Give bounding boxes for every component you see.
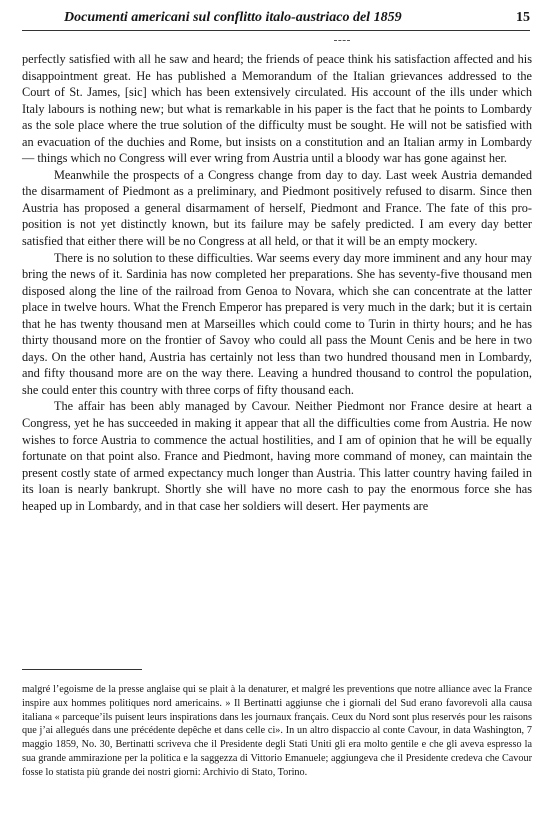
- main-text: [22, 51, 532, 514]
- footnote: [22, 683, 532, 780]
- paragraph: The affair has been ably managed by Cavour. Neither Piedmont nor France desire at heart a Congress, yet he has succeeded in making it appear that all the difficulties come from Austria. He now wishes to force Austria to commence the actual hostilities, and I am of opinion that he will be equally fortunate on that point also. France and Piedmont, having more command of money, can maintain the present costly state of armed expectancy much longer than Austria. This latter country having failed in its loan is nearly bankrupt. Shortly she will have no more cash to pay the enormous force she has heaped up in Lombardy, and in that case her soldiers will desert. Her payments are: [22, 399, 532, 513]
- footnote-rule: [22, 669, 142, 670]
- paragraph: There is no solution to these difficulties. War seems every day more imminent and any hour may bring the news of it. Sardinia has now completed her preparations. She has seventy-five thousand men disposed along the line of the railroad from Genoa to Novara, which she can concentrate at the latter place in twelve hours. What the French Emperor has prepared is very much in the dark; but it is certain that he has twenty thousand men at Marseilles which could come to Turin in thirty hours; and he has thirty thousand more on the frontier of Savoy who could all pass the Mount Cenis and be here in two days. On the other hand, Austria has certainly not less than two hundred thousand men in Lombardy, and fifty thousand more are on the way there. Leaving a hundred thousand to control the population, she could enter this country with three corps of fifty thousand each.: [22, 250, 532, 397]
- page-number: 15: [516, 10, 530, 25]
- running-title: Documenti americani sul conflitto italo-austriaco del 1859: [64, 10, 402, 25]
- paragraph: Meanwhile the prospects of a Congress change from day to day. Last week Austria demanded the disarmament of Piedmont as a preliminary, and Piedmont positively refused to disarm. Since then Austria has proposed a general disarmament of herself, Piedmont and France. The fate of this proposition is not yet distinctly known, but its failure may be safely predicted. I am every day better satisfied that either there will be no Congress at all held, or that it will be an empty mockery.: [22, 167, 532, 249]
- paragraph: perfectly satisfied with all he saw and heard; the friends of peace think his satisfaction affected and his disappointment great. He has published a Memorandum of the Italian grievances addressed to the Court of St. James, [sic] which has been extensively circulated. His account of the ills under which Italy labours is nothing new; but what is remarkable in his paper is the fact that he points to Lombardy as the sole place where the true solution of the difficulty must be sought. He will not be satisfied with an evacuation of the duchies and Rome, but insists on a constitution and an Italian army in Lombardy— things which no Congress will ever wring from Austria until a bloody war has gone against her.: [22, 52, 532, 166]
- running-header: [22, 6, 530, 31]
- printer-mark: [334, 40, 350, 41]
- footnote-text: malgré l’egoisme de la presse anglaise qui se plait à la denaturer, et malgré les preventions que notre alliance avec la France inspire aux hommes politiques nord americains. » Il Bertinatti aggiunse che i giornali del Sud erano favorevoli alla causa italiana « parceque’ils puisent leurs inspirations dans les journaux français. Ceux du Nord sont plus reservés pour les raisons que j’ai allegués dans une précédente depêche et dans celle ci». In un altro dispaccio al conte Cavour, in data Washington, 7 maggio 1859, No. 30, Bertinatti scriveva che il Presidente degli Stati Uniti gli era molto gentile e che gli aveva espresso la sua grande ammirazione per la politica e la saggezza di Vittorio Emanuele; aggiungeva che il Presidente credeva che Cavour fosse lo statista più grande dei nostri giorni: Archivio di Stato, Torino.: [22, 684, 532, 778]
